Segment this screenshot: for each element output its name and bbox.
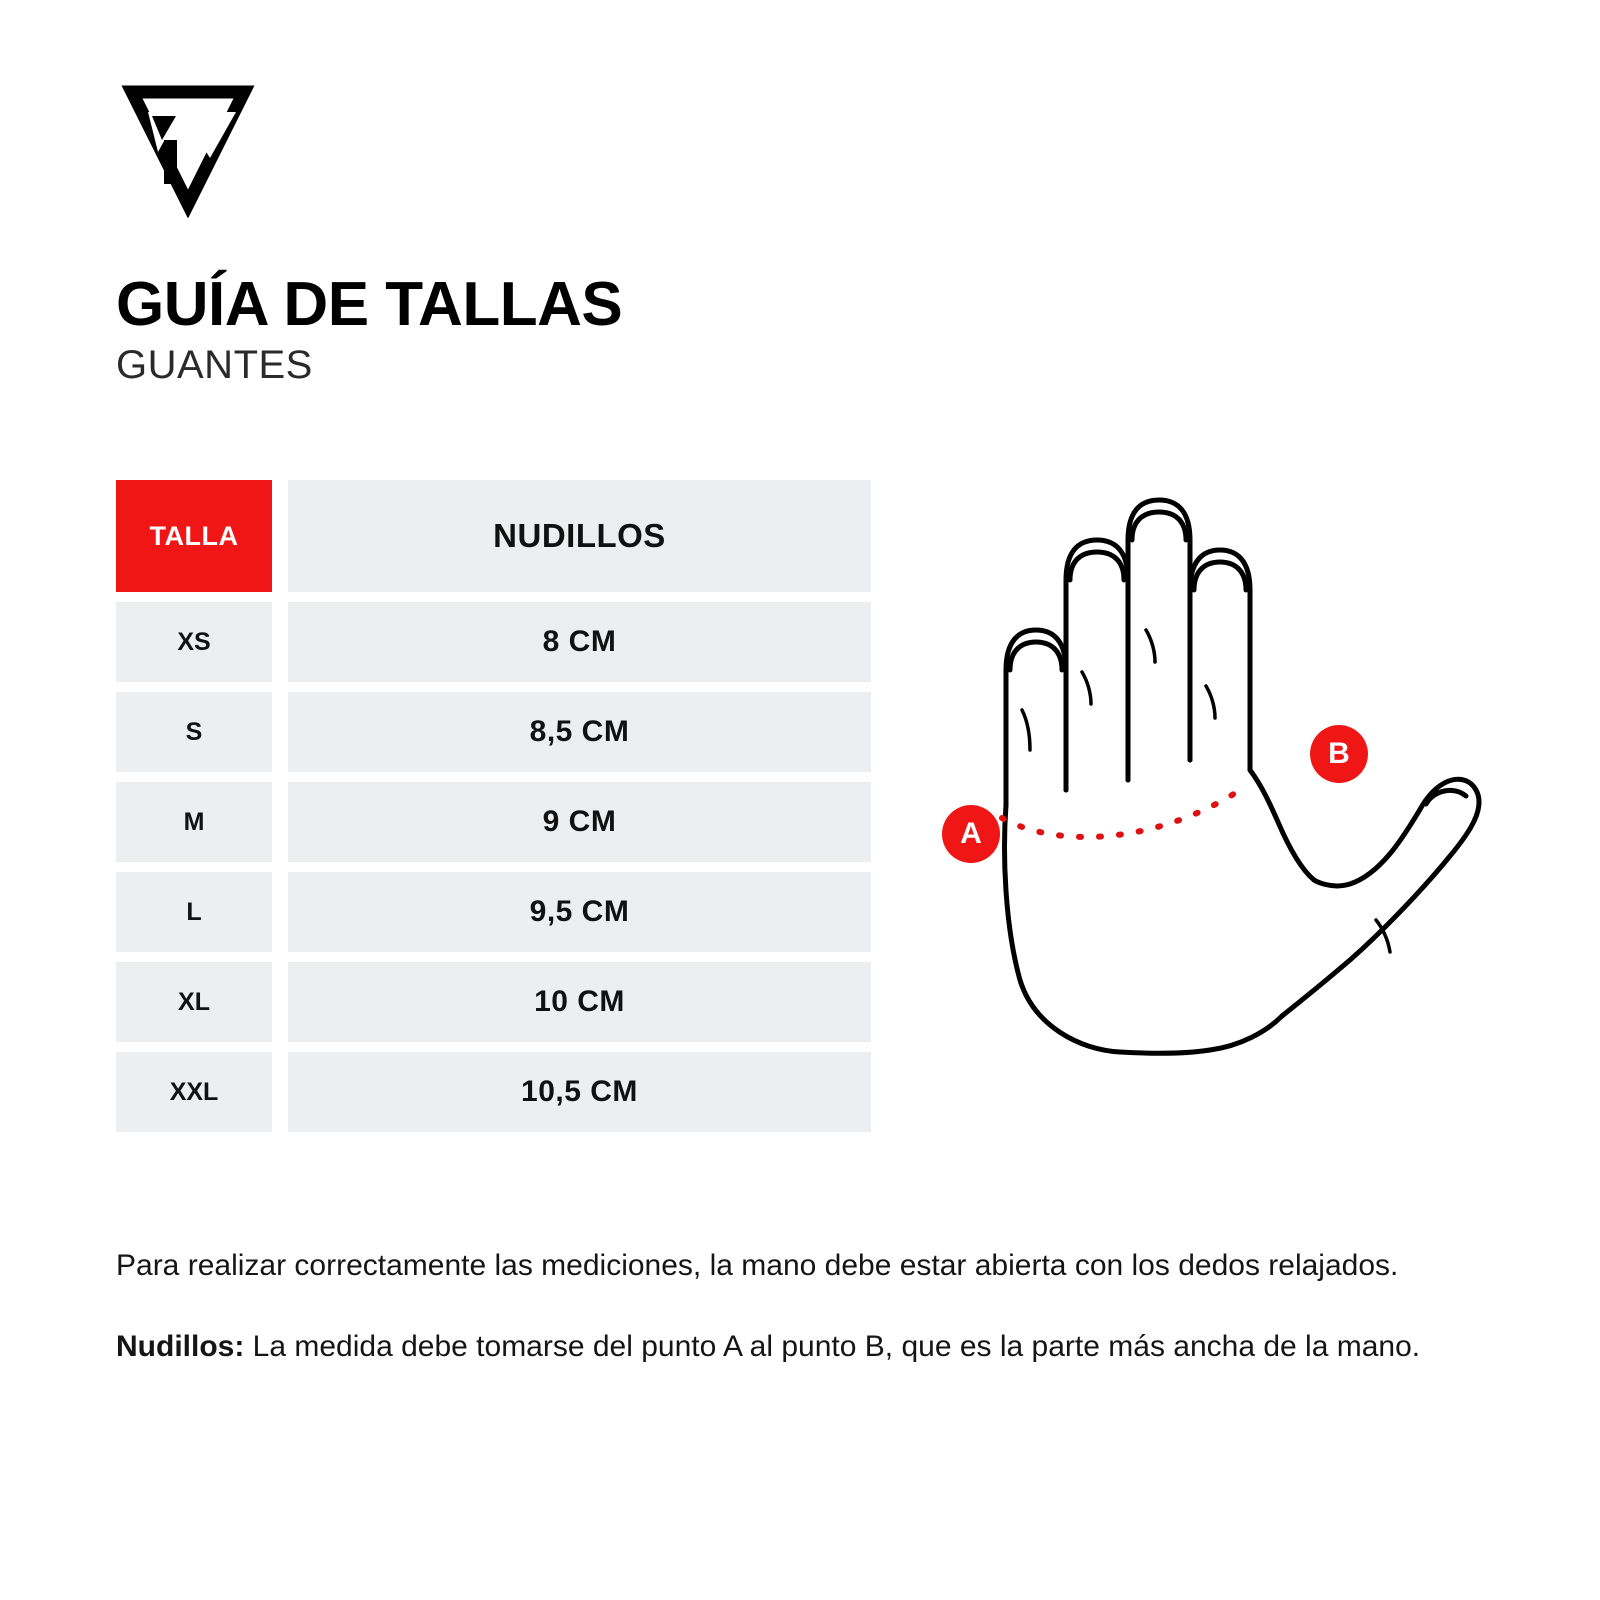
cell-value-xl: 10 CM [288, 962, 871, 1042]
note-knuckles-label: Nudillos: [116, 1329, 245, 1363]
cell-value-l: 9,5 CM [288, 872, 871, 952]
point-a-badge: A [942, 805, 1000, 863]
point-b-badge: B [1310, 725, 1368, 783]
column-header-nudillos: NUDILLOS [288, 480, 871, 592]
table-row [116, 872, 871, 952]
table-row [116, 782, 871, 862]
note-knuckles-text: La medida debe tomarse del punto A al punto B, que es la parte más ancha de la mano. [244, 1329, 1421, 1363]
cell-size-m: M [116, 782, 272, 862]
page-title-block [116, 272, 622, 388]
table-row [116, 962, 871, 1042]
notes-section [116, 1245, 1486, 1368]
table-row [116, 1052, 871, 1132]
cell-size-l: L [116, 872, 272, 952]
cell-value-xxl: 10,5 CM [288, 1052, 871, 1132]
cell-value-xs: 8 CM [288, 602, 871, 682]
cell-value-s: 8,5 CM [288, 692, 871, 772]
hand-measurement-diagram [910, 460, 1510, 1090]
cell-size-xxl: XXL [116, 1052, 272, 1132]
brand-logo-icon [118, 78, 258, 218]
column-header-talla: TALLA [116, 480, 272, 592]
page-subtitle: GUANTES [116, 343, 313, 388]
cell-size-xl: XL [116, 962, 272, 1042]
note-measurement-instructions: Para realizar correctamente las mediciones, la mano debe estar abierta con los dedos relajados. [116, 1249, 1399, 1282]
cell-size-xs: XS [116, 602, 272, 682]
table-row [116, 602, 871, 682]
size-table [116, 480, 871, 1142]
note-knuckles [116, 1326, 1486, 1369]
table-header-row [116, 480, 871, 592]
table-row [116, 692, 871, 772]
page-title: GUÍA DE TALLAS [116, 270, 623, 339]
cell-size-s: S [116, 692, 272, 772]
cell-value-m: 9 CM [288, 782, 871, 862]
